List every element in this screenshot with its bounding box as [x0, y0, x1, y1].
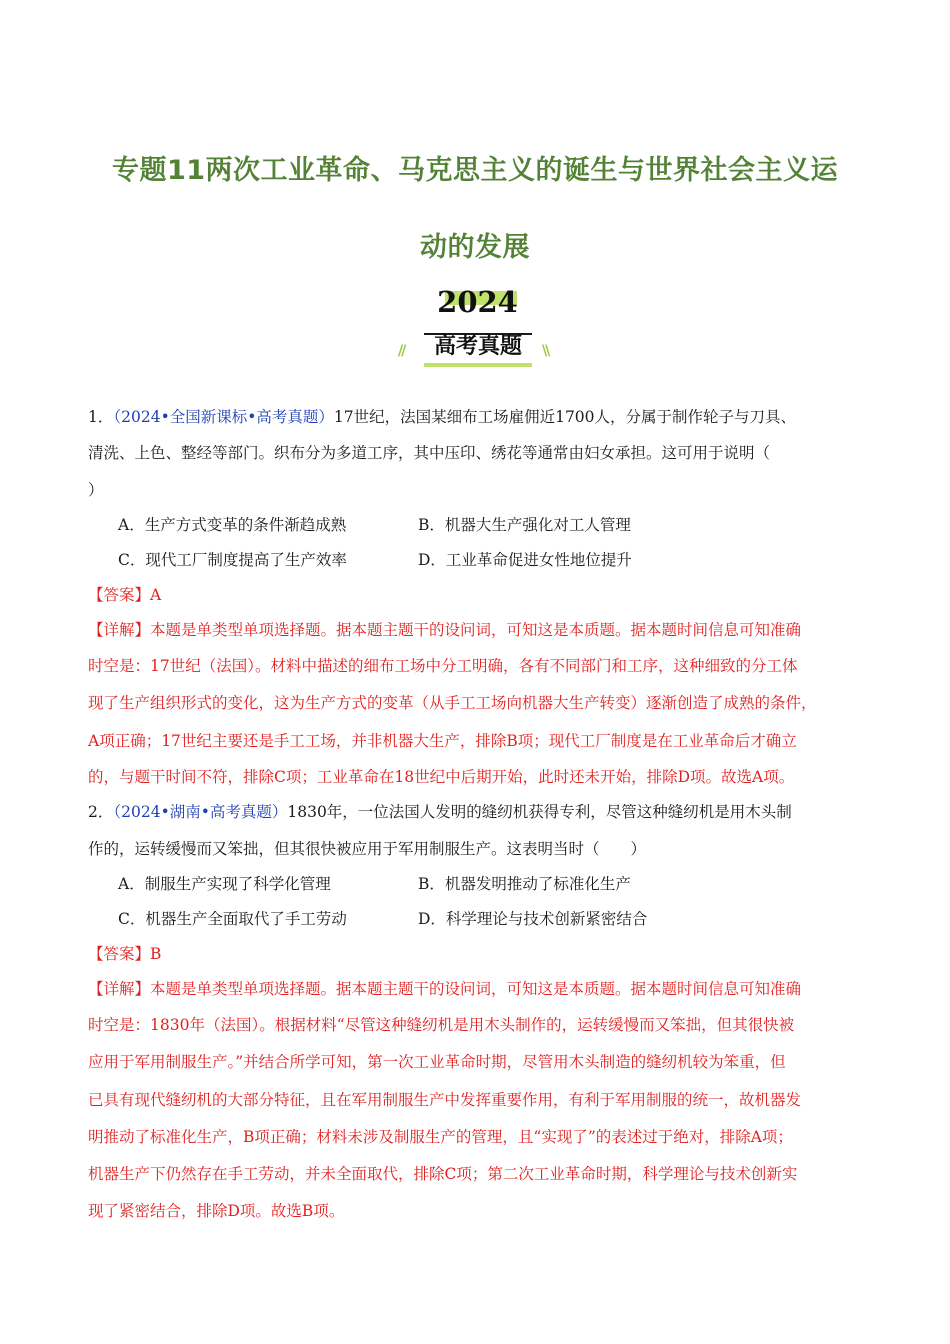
question-2-option-c: C．机器生产全面取代了手工劳动 [118, 910, 347, 928]
question-2-explanation-line: 明推动了标准化生产，B项正确；材料未涉及制服生产的管理，且“实现了”的表述过于绝对，排除A项； [88, 1128, 793, 1146]
question-1-stem-line3: ） [88, 481, 104, 499]
question-1-explanation-line: 时空是：17世纪（法国）。材料中描述的细布工场中分工明确，各有不同部门和工序，这种细致的分工体 [88, 657, 798, 675]
question-number: 1． [88, 408, 114, 426]
document-title-line2: 动的发展 [420, 232, 530, 263]
question-2-explanation-line: 现了紧密结合，排除D项。故选B项。 [88, 1202, 345, 1220]
question-2-stem-line2: 作的，运转缓慢而又笨拙，但其很快被应用于军用制服生产。这表明当时（ ） [88, 840, 647, 858]
question-1-explanation-line: 现了生产组织形式的变化，这为生产方式的变革（从手工工场向机器大生产转变）逐渐创造了成熟的条件， [88, 694, 817, 712]
question-1-answer: 【答案】A [88, 586, 162, 604]
question-1-option-d: D．工业革命促进女性地位提升 [418, 551, 632, 569]
question-1-explanation-line: A项正确；17世纪主要还是手工工场，并非机器大生产，排除B项；现代工厂制度是在工业革命后才确立 [88, 732, 797, 750]
badge-label: 高考真题 [433, 334, 522, 359]
question-stem-text: 1830年，一位法国人发明的缝纫机获得专利，尽管这种缝纫机是用木头制 [287, 803, 792, 821]
question-1-stem-line1 [88, 407, 796, 427]
question-2-explanation-line: 【详解】本题是单类型单项选择题。据本题主题干的设问词，可知这是本质题。据本题时间信息可知准确 [88, 980, 802, 998]
question-1-option-c: C．现代工厂制度提高了生产效率 [118, 551, 347, 569]
slash-decoration-icon: // [398, 343, 405, 359]
question-2-option-a: A．制服生产实现了科学化管理 [118, 875, 331, 893]
slash-decoration-icon: \\ [542, 343, 549, 359]
exam-year-badge [390, 285, 565, 365]
question-2-option-b: B．机器发明推动了标准化生产 [418, 875, 631, 893]
question-stem-text: 17世纪，法国某细布工场雇佣近1700人，分属于制作轮子与刀具、 [333, 408, 797, 426]
question-2-explanation-line: 机器生产下仍然存在手工劳动，并未全面取代，排除C项；第二次工业革命时期，科学理论与技术创新实 [88, 1165, 798, 1183]
question-2-explanation-line: 应用于军用制服生产。”并结合所学可知，第一次工业革命时期，尽管用木头制造的缝纫机较为笨重，但 [88, 1053, 786, 1071]
question-2-stem-line1 [88, 802, 792, 822]
question-1-stem-line2: 清洗、上色、整经等部门。织布分为多道工序，其中压印、绣花等通常由妇女承担。这可用于说明（ [88, 444, 771, 462]
question-2-explanation-line: 已具有现代缝纫机的大部分特征，且在军用制服生产中发挥重要作用，有利于军用制服的统一，故机器发 [88, 1091, 802, 1109]
question-2-option-d: D．科学理论与技术创新紧密结合 [418, 910, 648, 928]
question-2-answer: 【答案】B [88, 945, 162, 963]
question-1-explanation-line: 的，与题干时间不符，排除C项；工业革命在18世纪中后期开始，此时还未开始，排除D项。故选A项。 [88, 768, 795, 786]
question-number: 2． [88, 803, 114, 821]
badge-year: 2024 [437, 285, 518, 319]
question-source: （2024•湖南•高考真题） [113, 803, 288, 821]
question-2-explanation-line: 时空是：1830年（法国）。根据材料“尽管这种缝纫机是用木头制作的，运转缓慢而又笨拙，但其很快被 [88, 1016, 795, 1034]
question-1-explanation-line: 【详解】本题是单类型单项选择题。据本题主题干的设问词，可知这是本质题。据本题时间信息可知准确 [88, 621, 802, 639]
document-title-line1: 专题11两次工业革命、马克思主义的诞生与世界社会主义运 [111, 155, 839, 186]
question-1-option-b: B．机器大生产强化对工人管理 [418, 516, 631, 534]
question-source: （2024•全国新课标•高考真题） [113, 408, 334, 426]
question-1-option-a: A．生产方式变革的条件渐趋成熟 [118, 516, 347, 534]
